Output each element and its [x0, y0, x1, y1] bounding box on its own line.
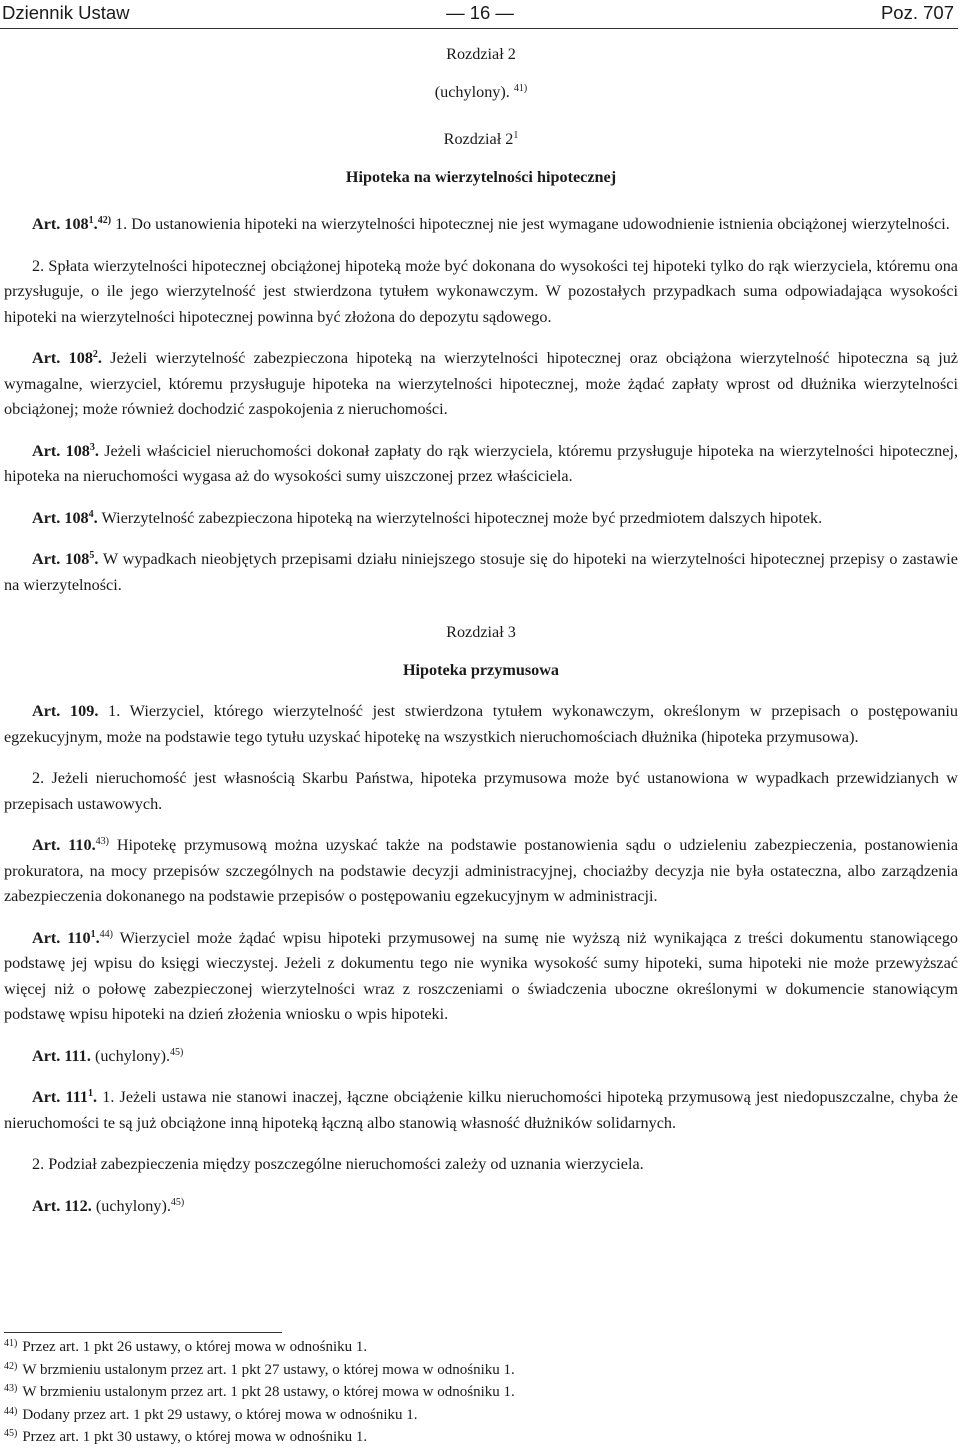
footnote-ref: 44) [99, 928, 114, 940]
article-109-para-2: 2. Jeżeli nieruchomość jest własnością Skarbu Państwa, hipoteka przymusowa może być ustanowiona w wypadkach przewidzianych w przepisach ustawowych. [4, 769, 958, 813]
article-label: Art. 110. [32, 836, 96, 854]
chapter-2-1-heading: Hipoteka na wierzytelności hipotecznej [345, 167, 617, 186]
article-label: Art. $108^5$. [32, 550, 99, 568]
footnote-item: $^{42)}$ W brzmieniu ustalonym przez art. 1 pkt 27 ustawy, o której mowa w odnośniku 1. [4, 1360, 515, 1378]
journal-name: Dziennik Ustaw [2, 2, 130, 23]
footnote-item: $^{44)}$ Dodany przez art. 1 pkt 29 ustawy, o której mowa w odnośniku 1. [4, 1405, 418, 1423]
page-number: — 16 — [446, 2, 514, 23]
article-108-1-para-2: 2. Spłata wierzytelności hipotecznej obciążonej hipoteką może być dokonana do wysokości tej hipoteki tylko do rąk wierzyciela, któremu ona przysługuje, o ile jego wierzytelność jest stwierdzona tytułem wykonawczym. W pozostałych przypadkach suma odpowiadająca wysokości hipoteki na wierzytelności hipotecznej powinna być złożona do depozytu sądowego. [4, 256, 958, 326]
article-112: Art. 112. (uchylony).$^{45)}$ [32, 1196, 185, 1215]
article-label: Art. $108^4$. [32, 508, 98, 527]
position-number: Poz. 707 [880, 2, 954, 23]
chapter-2-title: Rozdział 2 [446, 45, 516, 63]
footnote-ref: 45) [170, 1196, 185, 1208]
chapter-2-1-title: Rozdział $2^1$ [443, 130, 519, 148]
footnote-ref: 41) [513, 82, 528, 94]
article-label: Art. $108^3$. [32, 441, 99, 460]
article-110: Art. 110.$^{43)}$ Hipotekę przymusową można uzyskać także na podstawie postanowienia sądu o udzieleniu zabezpieczenia, postanowienia prokuratora, na mocy przepisów szczególnych na podstawie decyzji administracyjnej, chociażby decyzja nie była ostateczna, albo zarządzenia zabezpieczenia dokonanego na podstawie przepisów o postępowaniu egzekucyjnym w administracji. [4, 836, 959, 905]
article-111-1: Art. $111^1$. 1. Jeżeli ustawa nie stanowi inaczej, łączne obciążenie kilku nieruchomości hipoteką przymusową jest niedopuszczalne, chyba że nieruchomości te są już obciążone inną hipoteką łączną albo stanowią własność dłużników solidarnych. [4, 1088, 958, 1132]
article-label: Art. $110^1$. [32, 928, 100, 947]
article-111-1-para-2: 2. Podział zabezpieczenia między poszczególne nieruchomości zależy od uznania wierzyciela. [32, 1155, 644, 1173]
footnotes [4, 1332, 958, 1449]
article-label: Art. $108^1.^{42)}$ [32, 215, 112, 233]
article-108-5: Art. $108^5$. W wypadkach nieobjętych przepisami działu niniejszego stosuje się do hipoteki na wierzytelności hipotecznej przepisy o zastawie na wierzytelności. [4, 550, 958, 594]
footnote-ref: 45) [170, 1046, 184, 1058]
footnote-separator [4, 1332, 282, 1333]
footnote-item: $^{45)}$ Przez art. 1 pkt 30 ustawy, o której mowa w odnośniku 1. [4, 1428, 368, 1445]
article-label: Art. $108^2$. [32, 349, 102, 367]
article-108-3: Art. $108^3$. Jeżeli właściciel nieruchomości dokonał zapłaty do rąk wierzyciela, któremu przysługuje hipoteka na wierzytelności hipotecznej, hipoteka na nieruchomości wygasa aż do wysokości sumy uiszczonej przez właściciela. [4, 441, 959, 485]
footnote-item: $^{43)}$ W brzmieniu ustalonym przez art. 1 pkt 28 ustawy, o której mowa w odnośniku 1. [4, 1383, 515, 1400]
article-108-1: Art. $108^1.^{42)}$ 1. Do ustanowienia hipoteki na wierzytelności hipotecznej nie jest wymagane udowodnienie istnienia obciążonej wierzytelności. [32, 215, 950, 233]
article-108-2: Art. $108^2$. Jeżeli wierzytelność zabezpieczona hipoteką na wierzytelności hipotecznej oraz obciążona wierzytelność hipoteczna są już wymagalne, wierzyciel, któremu przysługuje hipoteka na wierzytelności hipotecznej, może żądać zapłaty wprost od dłużnika wierzytelności obciążonej; może również dochodzić zaspokojenia z nieruchomości. [4, 349, 958, 418]
document-body [4, 38, 958, 1219]
article-label: Art. 111. [32, 1046, 91, 1065]
footnote-item: $^{41)}$ Przez art. 1 pkt 26 ustawy, o której mowa w odnośniku 1. [4, 1338, 368, 1355]
article-label: Art. 112. [32, 1196, 92, 1215]
page-header [0, 0, 958, 29]
footnote-ref: 43) [95, 836, 109, 847]
article-109: Art. 109. 1. Wierzyciel, którego wierzytelność jest stwierdzona tytułem wykonawczym, określonym w przepisach o postępowaniu egzekucyjnym, może na podstawie tego tytułu uzyskać hipotekę na wszystkich nieruchomościach dłużnika (hipoteka przymusowa). [4, 702, 959, 746]
article-108-4: Art. $108^4$. Wierzytelność zabezpieczona hipoteką na wierzytelności hipotecznej może być przedmiotem dalszych hipotek. [32, 508, 823, 527]
article-label: Art. 109. [32, 702, 99, 720]
article-111: Art. 111. (uchylony).$^{45)}$ [32, 1046, 184, 1065]
chapter-3-title: Rozdział 3 [446, 623, 516, 641]
chapter-3-heading: Hipoteka przymusowa [402, 660, 560, 679]
chapter-2-status: (uchylony). $^{41)}$ [434, 82, 528, 101]
article-110-1: Art. $110^1.^{44)}$ Wierzyciel może żądać wpisu hipoteki przymusowej na sumę nie wyższą niż wynikająca z treści dokumentu stanowiącego podstawę jej wpisu do księgi wieczystej. Jeżeli z dokumentu tego nie wynika wysokość sumy hipoteki, suma hipoteki nie może przewyższać więcej niż o połowę zabezpieczonej wierzytelności wraz z roszczeniami o świadczenia uboczne określonymi w dokumencie stanowiącym podstawę wpisu hipoteki na dzień złożenia wniosku o wpis hipoteki. [4, 928, 959, 1023]
article-label: Art. $111^1$. [32, 1088, 98, 1106]
